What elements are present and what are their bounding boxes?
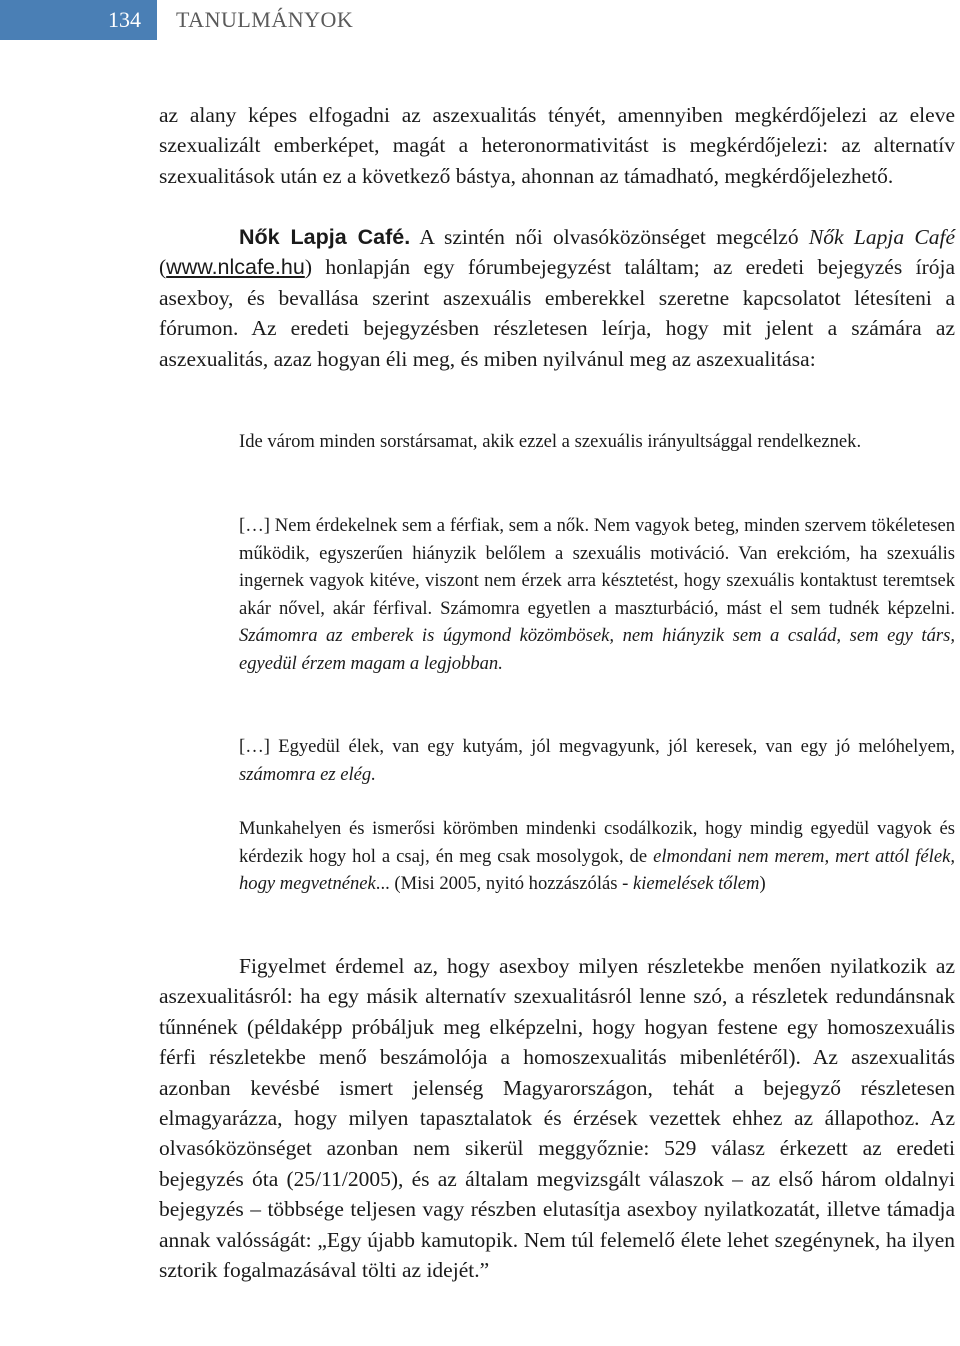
quote-emphasis: elmondani nem merem, mert attól félek, hogy megvetnének xyxy=(239,845,955,894)
paragraph-analysis xyxy=(159,951,955,1285)
quote-text: […] Egyedül élek, van egy kutyám, jól megvagyunk, jól keresek, van egy jó melóhelyem, xyxy=(239,736,955,757)
quote-block-1 xyxy=(239,428,955,456)
paragraph-intro: A szintén női olvasóközönséget megcélzó xyxy=(410,225,809,249)
quote-text: Munkahelyen és ismerősi körömben mindenki csodálkozik, hogy mindig egyedül vagyok és kérdezik hogy hol a csaj, én meg csak mosolygok, de xyxy=(239,818,955,867)
paren-open: ( xyxy=(159,255,167,280)
paragraph-text: Az olvasóközönséget azonban nem sikerül meggyőznie: 529 válasz érkezett az eredeti bejegyzés óta (25/11/2005), és az általam megvizsgált válaszok – az első három oldalnyi bejegyzés – többsége teljesen vagy részben elutasítja asexboy nyilatkozatát, illetve támadja annak valósságát: „Egy újabb kamutopik. Nem túl felemelő élete lehet szegénynek, ha ilyen sztorik fogalmazásával tölti az idejét.” xyxy=(159,1106,955,1283)
paragraph-text: az alany képes elfogadni az aszexualitás tényét, amennyiben megkérdőjelezi az eleve szexualizált emberképet, magát a heteronormativitást is megkérdőjelezi: az alternatív szexualitások után ez a következő bástya, ahonnan az támadható, megkérdőjelezhető. xyxy=(159,103,955,188)
quote-block-2 xyxy=(239,512,955,677)
quote-emphasis: számomra ez elég. xyxy=(239,763,376,785)
running-head: TANULMÁNYOK xyxy=(176,7,354,32)
citation-emphasis: kiemelések tőlem xyxy=(632,873,760,894)
section-heading: Nők Lapja Café. xyxy=(239,225,411,249)
citation-close: ) xyxy=(759,873,766,894)
quote-emphasis: Számomra az emberek is úgymond közömbösek, nem hiányzik sem a család, sem egy társ, egyedül érzem magam a legjobban. xyxy=(239,625,955,674)
citation: ... (Misi 2005, nyitó hozzászólás - xyxy=(375,873,633,894)
website-link[interactable]: www.nlcafe.hu xyxy=(166,255,305,280)
quote-block-4 xyxy=(239,815,955,898)
paragraph-continuation xyxy=(159,100,955,191)
paragraph-text-after-url: ) honlapján egy fórumbejegyzést találtam; az eredeti bejegyzés írója asexboy, és bevallása szerint aszexuális emberekkel szeretne kapcsolatot létesíteni a fórumon. xyxy=(159,255,955,341)
paragraph-text: Figyelmet érdemel az, hogy asexboy milyen részletekbe menően nyilatkozik az aszexualitásról: ha egy másik alternatív szexualitásról lenne szó, a részletek redundánsnak tűnnének (példaképp próbáljuk meg elképzelni, hogy hogyan festene egy homoszexuális férfi részletekbe menő beszámolója a homoszexualitás mibenlétéről). xyxy=(159,954,955,1070)
paragraph-text-rest: Az eredeti bejegyzésben részletesen leírja, hogy mit jelent a számára az aszexualitás, azaz hogyan éli meg, és miben nyilvánul meg az aszexualitása: xyxy=(159,316,955,371)
quote-text: Ide várom minden sorstársamat, akik ezzel a szexuális irányultsággal rendelkeznek. xyxy=(239,431,862,452)
paragraph-nok-lapja xyxy=(159,222,955,374)
paragraph-text: Az aszexualitás azonban kevésbé ismert jelenség Magyarországon, tehát a bejegyző részletesen elmagyarázza, hogy milyen tapasztalatok és érzések vezettek ehhez az állapothoz. xyxy=(159,1045,955,1131)
quote-text: […] Nem érdekelnek sem a férfiak, sem a nők. Nem vagyok beteg, minden szervem tökéletesen működik, egyszerűen hiányzik belőlem a szexuális motiváció. Van erekcióm, ha szexuális ingernek vagyok kitéve, viszont nem érzek arra késztetést, hogy szexuális kontaktust teremtsek akár nővel, akár férfival. Számomra egyetlen a maszturbáció, mást el sem tudnék képzelni. xyxy=(239,515,955,619)
quote-block-3 xyxy=(239,733,955,788)
publication-name: Nők Lapja Café xyxy=(808,225,955,249)
page-number: 134 xyxy=(0,0,157,40)
